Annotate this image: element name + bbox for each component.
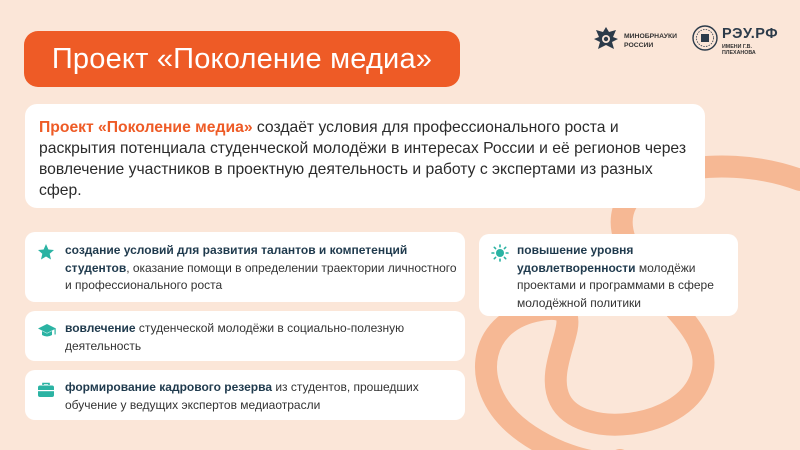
card-bold-text: создание условий для развития талантов и компетенций студентов — [65, 243, 408, 275]
card-text: из студентов, прошедших обучение у ведущих экспертов медиаотрасли — [65, 380, 419, 412]
university-seal-icon — [692, 24, 718, 52]
page-title: Проект «Поколение медиа» — [24, 31, 460, 87]
card-text: молодёжи проектами и программами в сфере молодёжной политики — [517, 260, 714, 310]
intro-card — [25, 104, 705, 208]
graduation-cap-icon — [37, 322, 57, 340]
university-subtitle: ИМЕНИ Г.В. ПЛЕХАНОВА — [722, 44, 756, 56]
intro-highlight: Проект «Поколение медиа» — [39, 119, 253, 136]
ministry-name: МИНОБРНАУКИ — [624, 33, 677, 40]
card-bold-text: формирование кадрового резерва — [65, 380, 272, 394]
eagle-emblem-icon — [592, 24, 620, 54]
university-logo — [692, 22, 787, 58]
goal-card-talents — [25, 232, 465, 302]
ministry-logo — [592, 22, 684, 58]
card-text: , оказание помощи в определении траектории личностного и профессионального роста — [65, 260, 457, 292]
card-bold-text: вовлечение — [65, 321, 136, 335]
card-text: студенческой молодёжи в социально-полезную деятельность — [65, 321, 405, 353]
sun-icon — [491, 244, 509, 262]
intro-text: создаёт условия для профессионального роста и раскрытия потенциала студенческой молодёжи в интересах России и её регионов через вовлечение участников в проектную деятельность и работу с экспертами из разных сфер. — [39, 119, 687, 199]
star-icon — [37, 243, 55, 261]
ministry-country: РОССИИ — [624, 42, 654, 49]
briefcase-icon — [37, 381, 55, 399]
university-name: РЭУ.РФ — [722, 26, 779, 42]
goal-card-satisfaction — [479, 234, 738, 316]
goal-card-reserve — [25, 370, 465, 420]
goal-card-involvement — [25, 311, 465, 361]
card-bold-text: повышение уровня удовлетворенности — [517, 243, 636, 275]
